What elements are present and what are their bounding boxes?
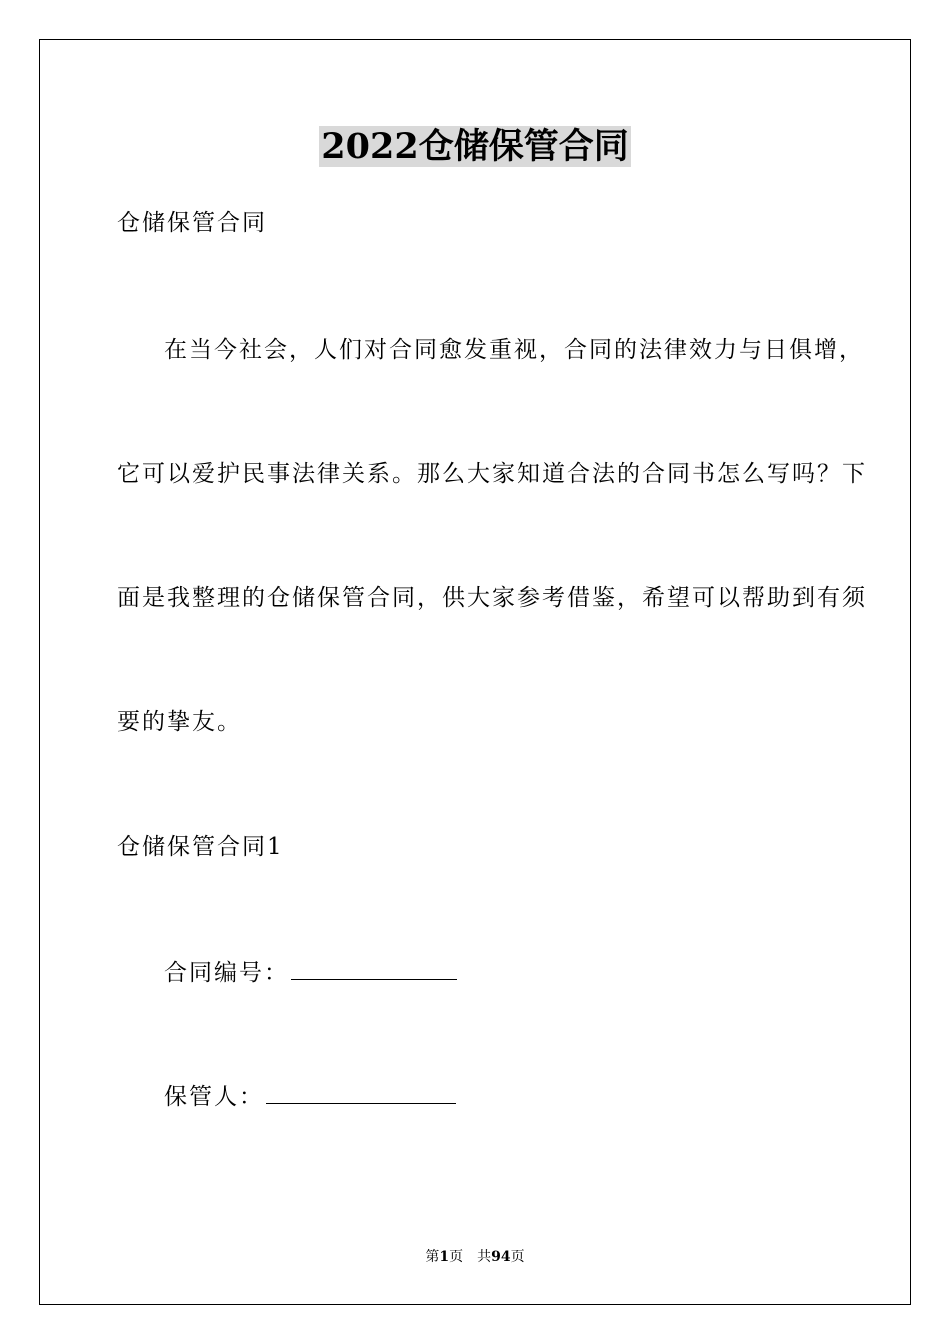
custodian-label: 保管人： — [164, 1084, 264, 1110]
section-heading: 仓储保管合同1 — [117, 834, 284, 860]
intro-line-3: 面是我整理的仓储保管合同，供大家参考借鉴，希望可以帮助到有须 — [117, 585, 867, 611]
custodian-field — [164, 1081, 456, 1112]
intro-line-4: 要的挚友。 — [117, 709, 242, 735]
footer-page-suffix: 页 — [510, 1249, 525, 1265]
page-footer — [0, 1247, 950, 1267]
intro-line-2: 它可以爱护民事法律关系。那么大家知道合法的合同书怎么写吗？下 — [117, 461, 867, 487]
contract-number-field — [164, 957, 457, 988]
document-title — [0, 122, 950, 172]
footer-page-mid: 页 共 — [449, 1249, 492, 1265]
contract-number-label: 合同编号： — [164, 960, 289, 986]
footer-page-total: 94 — [491, 1249, 511, 1265]
intro-line-1: 在当今社会，人们对合同愈发重视，合同的法律效力与日俱增， — [164, 337, 864, 363]
contract-number-blank — [291, 957, 457, 980]
custodian-blank — [266, 1081, 456, 1104]
document-subtitle: 仓储保管合同 — [117, 210, 267, 236]
footer-page-current: 1 — [439, 1249, 450, 1265]
footer-page-prefix: 第 — [425, 1249, 440, 1265]
document-title-text: 2022仓储保管合同 — [321, 126, 629, 167]
